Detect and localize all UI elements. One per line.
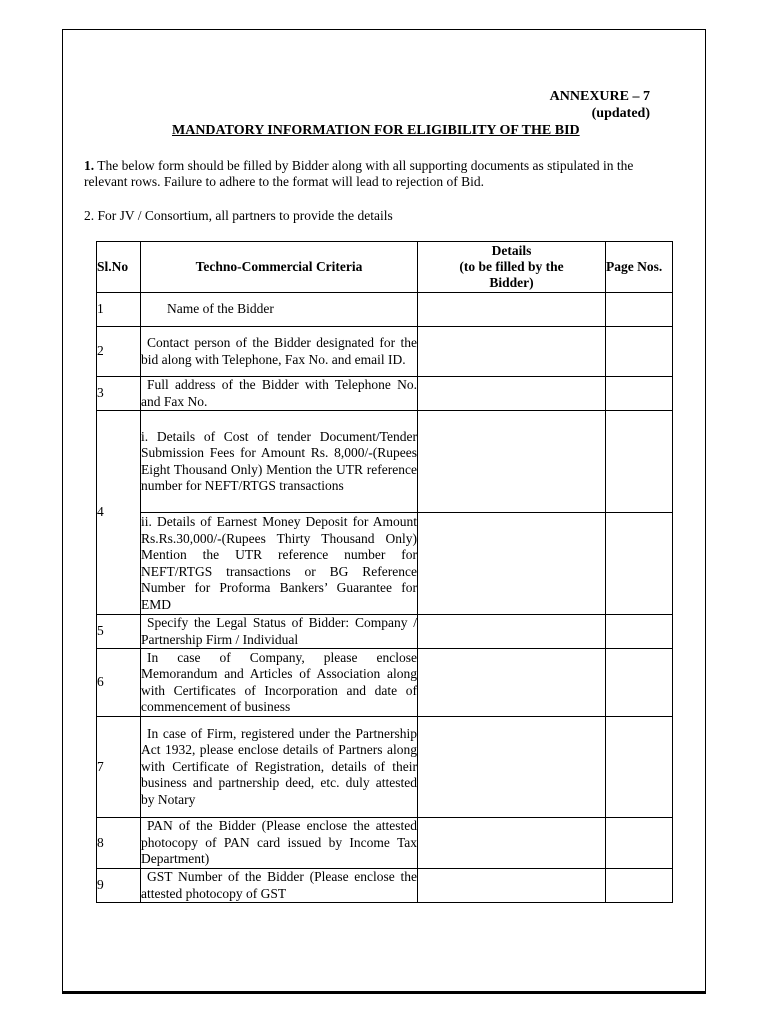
row-sl: 7: [97, 717, 141, 818]
row-page-cell[interactable]: [606, 869, 673, 903]
table-row: [97, 513, 673, 615]
row-page-cell[interactable]: [606, 293, 673, 327]
table-row: [97, 411, 673, 513]
row-details-cell[interactable]: [418, 869, 606, 903]
header-details: [418, 242, 606, 293]
table-row: [97, 818, 673, 869]
row-page-cell[interactable]: [606, 377, 673, 411]
annexure-status: (updated): [591, 106, 650, 121]
row-sl: 5: [97, 615, 141, 649]
header-page-nos: Page Nos.: [606, 242, 673, 293]
row-criteria: PAN of the Bidder (Please enclose the attested photocopy of PAN card issued by Income Tax Department): [141, 818, 418, 869]
row-criteria-ii: ii. Details of Earnest Money Deposit for Amount Rs.Rs.30,000/-(Rupees Thirty Thousand Only) Mention the UTR reference number for NEFT/RTGS transactions or BG Reference Number for Proforma Bankers’ Guarantee for EMD: [141, 513, 418, 615]
table-row: [97, 615, 673, 649]
row-page-cell[interactable]: [606, 717, 673, 818]
row-sl: 9: [97, 869, 141, 903]
table-row: [97, 327, 673, 377]
row-page-cell[interactable]: [606, 411, 673, 513]
annexure-label: [550, 88, 650, 122]
row-criteria: GST Number of the Bidder (Please enclose the attested photocopy of GST: [141, 869, 417, 901]
row-sl: 1: [97, 293, 141, 327]
row-sl: 3: [97, 377, 141, 411]
instruction-1: [84, 158, 644, 190]
row-details-cell[interactable]: [418, 513, 606, 615]
row-page-cell[interactable]: [606, 818, 673, 869]
row-criteria: Name of the Bidder: [141, 293, 418, 327]
table-row: [97, 293, 673, 327]
row-sl: 8: [97, 818, 141, 869]
criteria-table: [96, 241, 673, 903]
row-details-cell[interactable]: [418, 411, 606, 513]
row-details-cell[interactable]: [418, 293, 606, 327]
row-sl: 6: [97, 649, 141, 717]
row-details-cell[interactable]: [418, 717, 606, 818]
header-criteria: Techno-Commercial Criteria: [141, 242, 418, 293]
header-sl-no: Sl.No: [97, 242, 141, 293]
row-sl: 2: [97, 327, 141, 377]
row-details-cell[interactable]: [418, 377, 606, 411]
row-details-cell[interactable]: [418, 615, 606, 649]
row-criteria: In case of Company, please enclose Memorandum and Articles of Association along with Certificates of Incorporation and date of commencement of business: [141, 649, 418, 717]
table-row: [97, 649, 673, 717]
table-row: [97, 377, 673, 411]
header-details-title: Details: [491, 243, 532, 258]
annexure-number: ANNEXURE – 7: [549, 89, 650, 104]
row-page-cell[interactable]: [606, 513, 673, 615]
row-page-cell[interactable]: [606, 615, 673, 649]
row-details-cell[interactable]: [418, 327, 606, 377]
instruction-2: 2. For JV / Consortium, all partners to provide the details: [84, 208, 393, 223]
header-details-note: (to be filled by the Bidder): [459, 259, 564, 290]
row-details-cell[interactable]: [418, 649, 606, 717]
row-criteria: In case of Firm, registered under the Partnership Act 1932, please enclose details of Partners along with Certificate of Registration, details of their business and partnership deed, etc. duly attested by Notary: [141, 717, 418, 818]
row-criteria: Contact person of the Bidder designated for the bid along with Telephone, Fax No. and email ID.: [141, 327, 418, 377]
row-details-cell[interactable]: [418, 818, 606, 869]
row-criteria-i: i. Details of Cost of tender Document/Tender Submission Fees for Amount Rs. 8,000/-(Rupees Eight Thousand Only) Mention the UTR reference number for NEFT/RTGS transactions: [141, 411, 418, 513]
instruction-1-text: The below form should be filled by Bidder along with all supporting documents as stipulated in the relevant rows. Failure to adhere to the format will lead to rejection of Bid.: [84, 158, 634, 189]
row-page-cell[interactable]: [606, 649, 673, 717]
row-criteria: Specify the Legal Status of Bidder: Company / Partnership Firm / Individual: [141, 615, 417, 647]
table-header-row: [97, 242, 673, 293]
page-title: MANDATORY INFORMATION FOR ELIGIBILITY OF THE BID: [172, 123, 580, 138]
table-row: [97, 869, 673, 903]
row-sl: 4: [97, 411, 141, 615]
row-criteria: Full address of the Bidder with Telephone No. and Fax No.: [141, 377, 417, 409]
instruction-1-number: 1.: [84, 158, 95, 173]
table-row: [97, 717, 673, 818]
row-page-cell[interactable]: [606, 327, 673, 377]
